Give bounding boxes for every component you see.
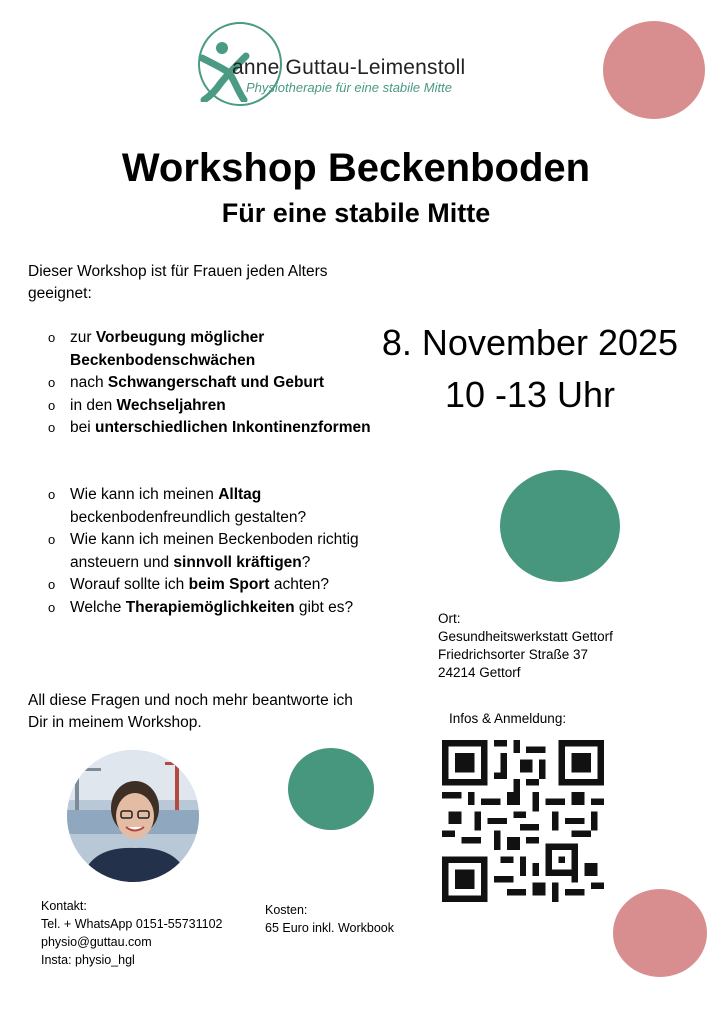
- cost-label: Kosten:: [265, 903, 308, 917]
- portrait-photo: [67, 750, 199, 882]
- contact-label: Kontakt:: [41, 899, 87, 913]
- bullet-circle-icon: o: [48, 577, 56, 592]
- location-label: Ort:: [438, 611, 461, 626]
- bullet-circle-icon: o: [48, 397, 56, 413]
- list-item: o bei unterschiedlichen Inkontinenzformen: [48, 417, 378, 440]
- decor-circle-pink-top: [603, 21, 705, 119]
- list-item: o zur Vorbeugung möglicher Beckenbodenschwächen: [48, 329, 265, 369]
- registration-label: Infos & Anmeldung:: [449, 711, 567, 726]
- target-group-list: [48, 327, 378, 440]
- intro-text: Dieser Workshop ist für Frauen jeden Alters geeignet:: [28, 263, 328, 302]
- question-list: [48, 484, 378, 619]
- list-item: o nach Schwangerschaft und Geburt: [48, 372, 378, 395]
- logo-tagline: Physiotherapie für eine stabile Mitte: [246, 80, 452, 95]
- decor-circle-green-low: [288, 748, 374, 830]
- bullet-circle-icon: o: [48, 420, 56, 435]
- list-item: o Wie kann ich meinen Beckenboden richtig ansteuern und sinnvoll kräftigen?: [48, 531, 359, 571]
- location-address: [438, 628, 613, 682]
- qr-code-icon[interactable]: [442, 740, 604, 902]
- logo-name: anne Guttau-Leimenstoll: [232, 56, 466, 79]
- contact-details: [41, 915, 223, 969]
- event-time: 10 -13 Uhr: [444, 374, 616, 415]
- list-item: o in den Wechseljahren: [48, 395, 378, 418]
- bullet-circle-icon: o: [48, 599, 56, 615]
- decor-circle-green-mid: [500, 470, 620, 582]
- event-date: 8. November 2025: [381, 322, 679, 363]
- list-item: o Wie kann ich meinen Alltag beckenbodenfreundlich gestalten?: [48, 486, 307, 526]
- bullet-circle-icon: o: [48, 532, 56, 547]
- contact-email[interactable]: physio@guttau.com: [41, 935, 152, 949]
- decor-circle-pink-bottom: [613, 889, 707, 977]
- list-item: o Worauf sollte ich beim Sport achten?: [48, 574, 378, 597]
- cost-value: 65 Euro inkl. Workbook: [265, 921, 394, 935]
- bullet-circle-icon: o: [48, 487, 56, 502]
- bullet-circle-icon: o: [48, 375, 56, 390]
- location-street: Friedrichsorter Straße 37: [438, 647, 589, 662]
- list-item: o Welche Therapiemöglichkeiten gibt es?: [48, 597, 378, 620]
- bullet-circle-icon: o: [48, 330, 56, 345]
- page-title: Workshop Beckenboden: [121, 146, 591, 190]
- portrait-image: [67, 750, 199, 882]
- contact-instagram[interactable]: Insta: physio_hgl: [41, 953, 135, 967]
- page-subtitle: Für eine stabile Mitte: [221, 198, 491, 228]
- closing-text: All diese Fragen und noch mehr beantworte ich Dir in meinem Workshop.: [28, 692, 353, 731]
- contact-phone[interactable]: Tel. + WhatsApp 0151-55731102: [41, 917, 223, 931]
- location-name: Gesundheitswerkstatt Gettorf: [438, 629, 613, 644]
- location-city: 24214 Gettorf: [438, 665, 521, 680]
